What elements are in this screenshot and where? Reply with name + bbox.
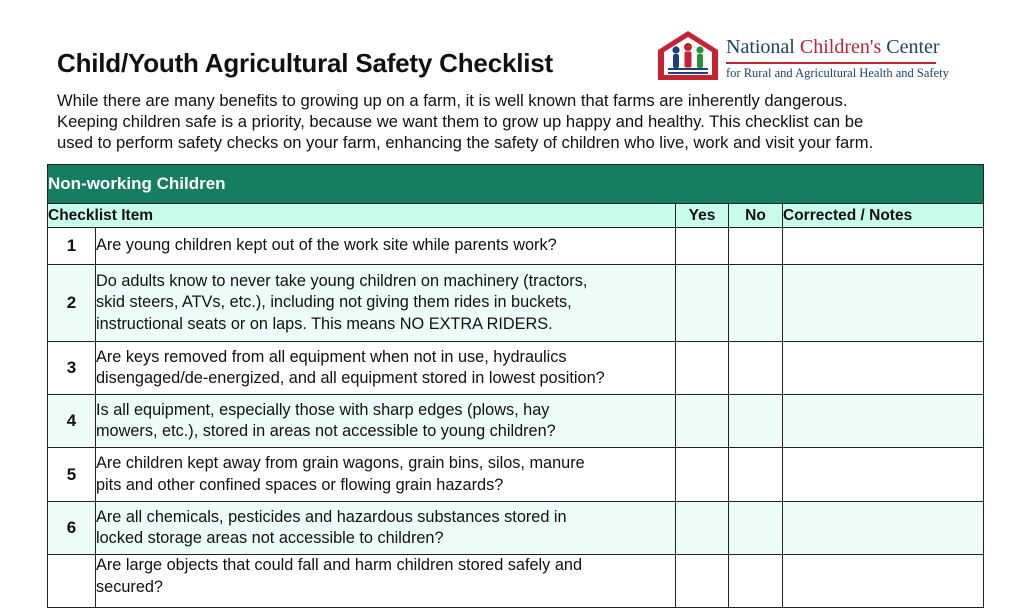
row-question — [96, 395, 676, 448]
notes-cell[interactable] — [783, 228, 984, 265]
intro-line: used to perform safety checks on your farm, enhancing the safety of children who live, work and visit your farm. — [57, 133, 874, 152]
yes-cell[interactable] — [676, 265, 729, 342]
table-row — [48, 502, 984, 555]
logo — [654, 28, 949, 84]
page-title: Child/Youth Agricultural Safety Checklist — [57, 48, 553, 78]
notes-cell[interactable] — [783, 502, 984, 555]
row-number — [48, 555, 96, 608]
yes-cell[interactable] — [676, 228, 729, 265]
no-cell[interactable] — [729, 395, 783, 448]
question-line: Are large objects that could fall and harm children stored safely and — [96, 556, 582, 574]
row-question — [96, 502, 676, 555]
question-line: Are all chemicals, pesticides and hazardous substances stored in — [96, 507, 567, 526]
row-number: 1 — [48, 228, 96, 265]
col-yes: Yes — [676, 204, 729, 228]
table-row — [48, 555, 984, 608]
yes-cell[interactable] — [676, 448, 729, 502]
col-checklist-item: Checklist Item — [48, 204, 676, 228]
question-line: pits and other confined spaces or flowing grain hazards? — [96, 475, 504, 494]
column-header-row — [48, 204, 984, 228]
question-line: instructional seats or on laps. This means NO EXTRA RIDERS. — [96, 314, 553, 333]
question-line: Are young children kept out of the work site while parents work? — [96, 236, 557, 255]
table-row — [48, 395, 984, 448]
intro-line: While there are many benefits to growing up on a farm, it is well known that farms are inherently dangerous. — [57, 91, 848, 110]
question-line: Do adults know to never take young children on machinery (tractors, — [96, 271, 588, 290]
question-line: locked storage areas not accessible to children? — [96, 529, 444, 547]
barn-family-icon — [654, 28, 722, 82]
logo-underline — [726, 62, 936, 64]
intro-paragraph — [57, 90, 977, 153]
table-row — [48, 448, 984, 502]
logo-tagline: for Rural and Agricultural Health and Safety — [726, 66, 949, 80]
logo-word-center: Center — [881, 36, 940, 58]
notes-cell[interactable] — [783, 265, 984, 342]
no-cell[interactable] — [729, 228, 783, 265]
row-number: 6 — [48, 502, 96, 555]
no-cell[interactable] — [729, 448, 783, 502]
row-question — [96, 265, 676, 342]
row-question — [96, 555, 676, 608]
no-cell[interactable] — [729, 502, 783, 555]
table-row — [48, 228, 984, 265]
question-line: Are children kept away from grain wagons, grain bins, silos, manure — [96, 454, 585, 472]
question-line: disengaged/de-energized, and all equipment stored in lowest position? — [96, 369, 605, 387]
notes-cell[interactable] — [783, 342, 984, 395]
no-cell[interactable] — [729, 555, 783, 608]
section-title: Non-working Children — [48, 165, 984, 204]
notes-cell[interactable] — [783, 555, 984, 608]
row-number: 2 — [48, 265, 96, 342]
intro-line: Keeping children safe is a priority, because we want them to grow up happy and healthy. This checklist can be — [57, 112, 864, 131]
row-number: 5 — [48, 448, 96, 502]
question-line: mowers, etc.), stored in areas not accessible to young children? — [96, 422, 556, 440]
question-line: skid steers, ATVs, etc.), including not giving them rides in buckets, — [96, 293, 572, 312]
section-header-row — [48, 165, 984, 204]
yes-cell[interactable] — [676, 342, 729, 395]
question-line: Is all equipment, especially those with sharp edges (plows, hay — [96, 400, 550, 419]
logo-word-national: National — [726, 36, 800, 58]
yes-cell[interactable] — [676, 555, 729, 608]
col-no: No — [729, 204, 783, 228]
row-question — [96, 228, 676, 265]
checklist-table — [47, 164, 984, 608]
question-line: Are keys removed from all equipment when not in use, hydraulics — [96, 347, 567, 366]
logo-name — [726, 36, 940, 59]
row-question — [96, 448, 676, 502]
no-cell[interactable] — [729, 342, 783, 395]
notes-cell[interactable] — [783, 395, 984, 448]
table-row — [48, 265, 984, 342]
notes-cell[interactable] — [783, 448, 984, 502]
row-question — [96, 342, 676, 395]
row-number: 4 — [48, 395, 96, 448]
yes-cell[interactable] — [676, 395, 729, 448]
question-line: secured? — [96, 577, 163, 596]
yes-cell[interactable] — [676, 502, 729, 555]
row-number: 3 — [48, 342, 96, 395]
table-row — [48, 342, 984, 395]
no-cell[interactable] — [729, 265, 783, 342]
col-notes: Corrected / Notes — [783, 204, 984, 228]
logo-word-childrens: Children's — [799, 36, 882, 58]
